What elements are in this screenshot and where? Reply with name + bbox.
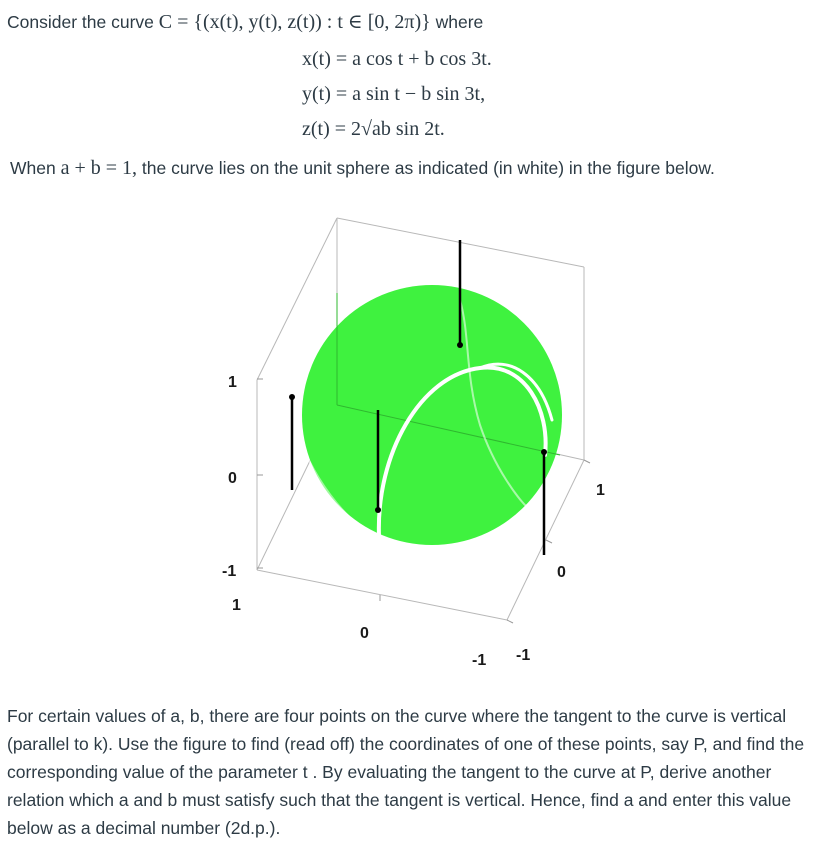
intro-prefix: Consider the curve [7,12,159,32]
condition-suffix: the curve lies on the unit sphere as indicated (in white) in the figure below. [137,158,715,178]
intro-line [7,9,483,34]
sphere-curve-figure [180,205,640,675]
z-tick-1: 1 [228,374,237,391]
condition-math: a + b = 1, [60,157,138,179]
x-tick-0: 0 [360,625,369,642]
equation-y: y(t) = a sin t − b sin 3t, [302,83,486,105]
condition-prefix: When [10,158,61,178]
y-tick-1: 1 [596,482,605,499]
z-tick-neg1: -1 [222,563,237,580]
x-tick-1: 1 [232,597,241,614]
z-tick-0: 0 [228,470,237,487]
equation-z: z(t) = 2√ab sin 2t. [302,118,445,140]
unit-sphere [302,285,562,545]
intro-suffix: where [430,12,484,32]
condition-line [10,157,715,180]
y-tick-neg1: -1 [516,647,531,664]
equation-x: x(t) = a cos t + b cos 3t. [302,48,492,70]
curve-set-math: C = {(x(t), y(t), z(t)) : t ∈ [0, 2π)} [158,11,431,33]
question-text: For certain values of a, b, there are four points on the curve where the tangent to the curve is vertical (parallel to k). Use the figure to find (read off) the coordinates of one of these points, say P, and find the corresponding value of the parameter t . By evaluating the tangent to the curve at P, derive another relation which a and b must satisfy such that the tangent is vertical. Hence, find a and enter this value below as a decimal number (2d.p.). [7,706,805,838]
y-tick-0: 0 [557,564,566,581]
x-tick-neg1: -1 [472,652,487,669]
